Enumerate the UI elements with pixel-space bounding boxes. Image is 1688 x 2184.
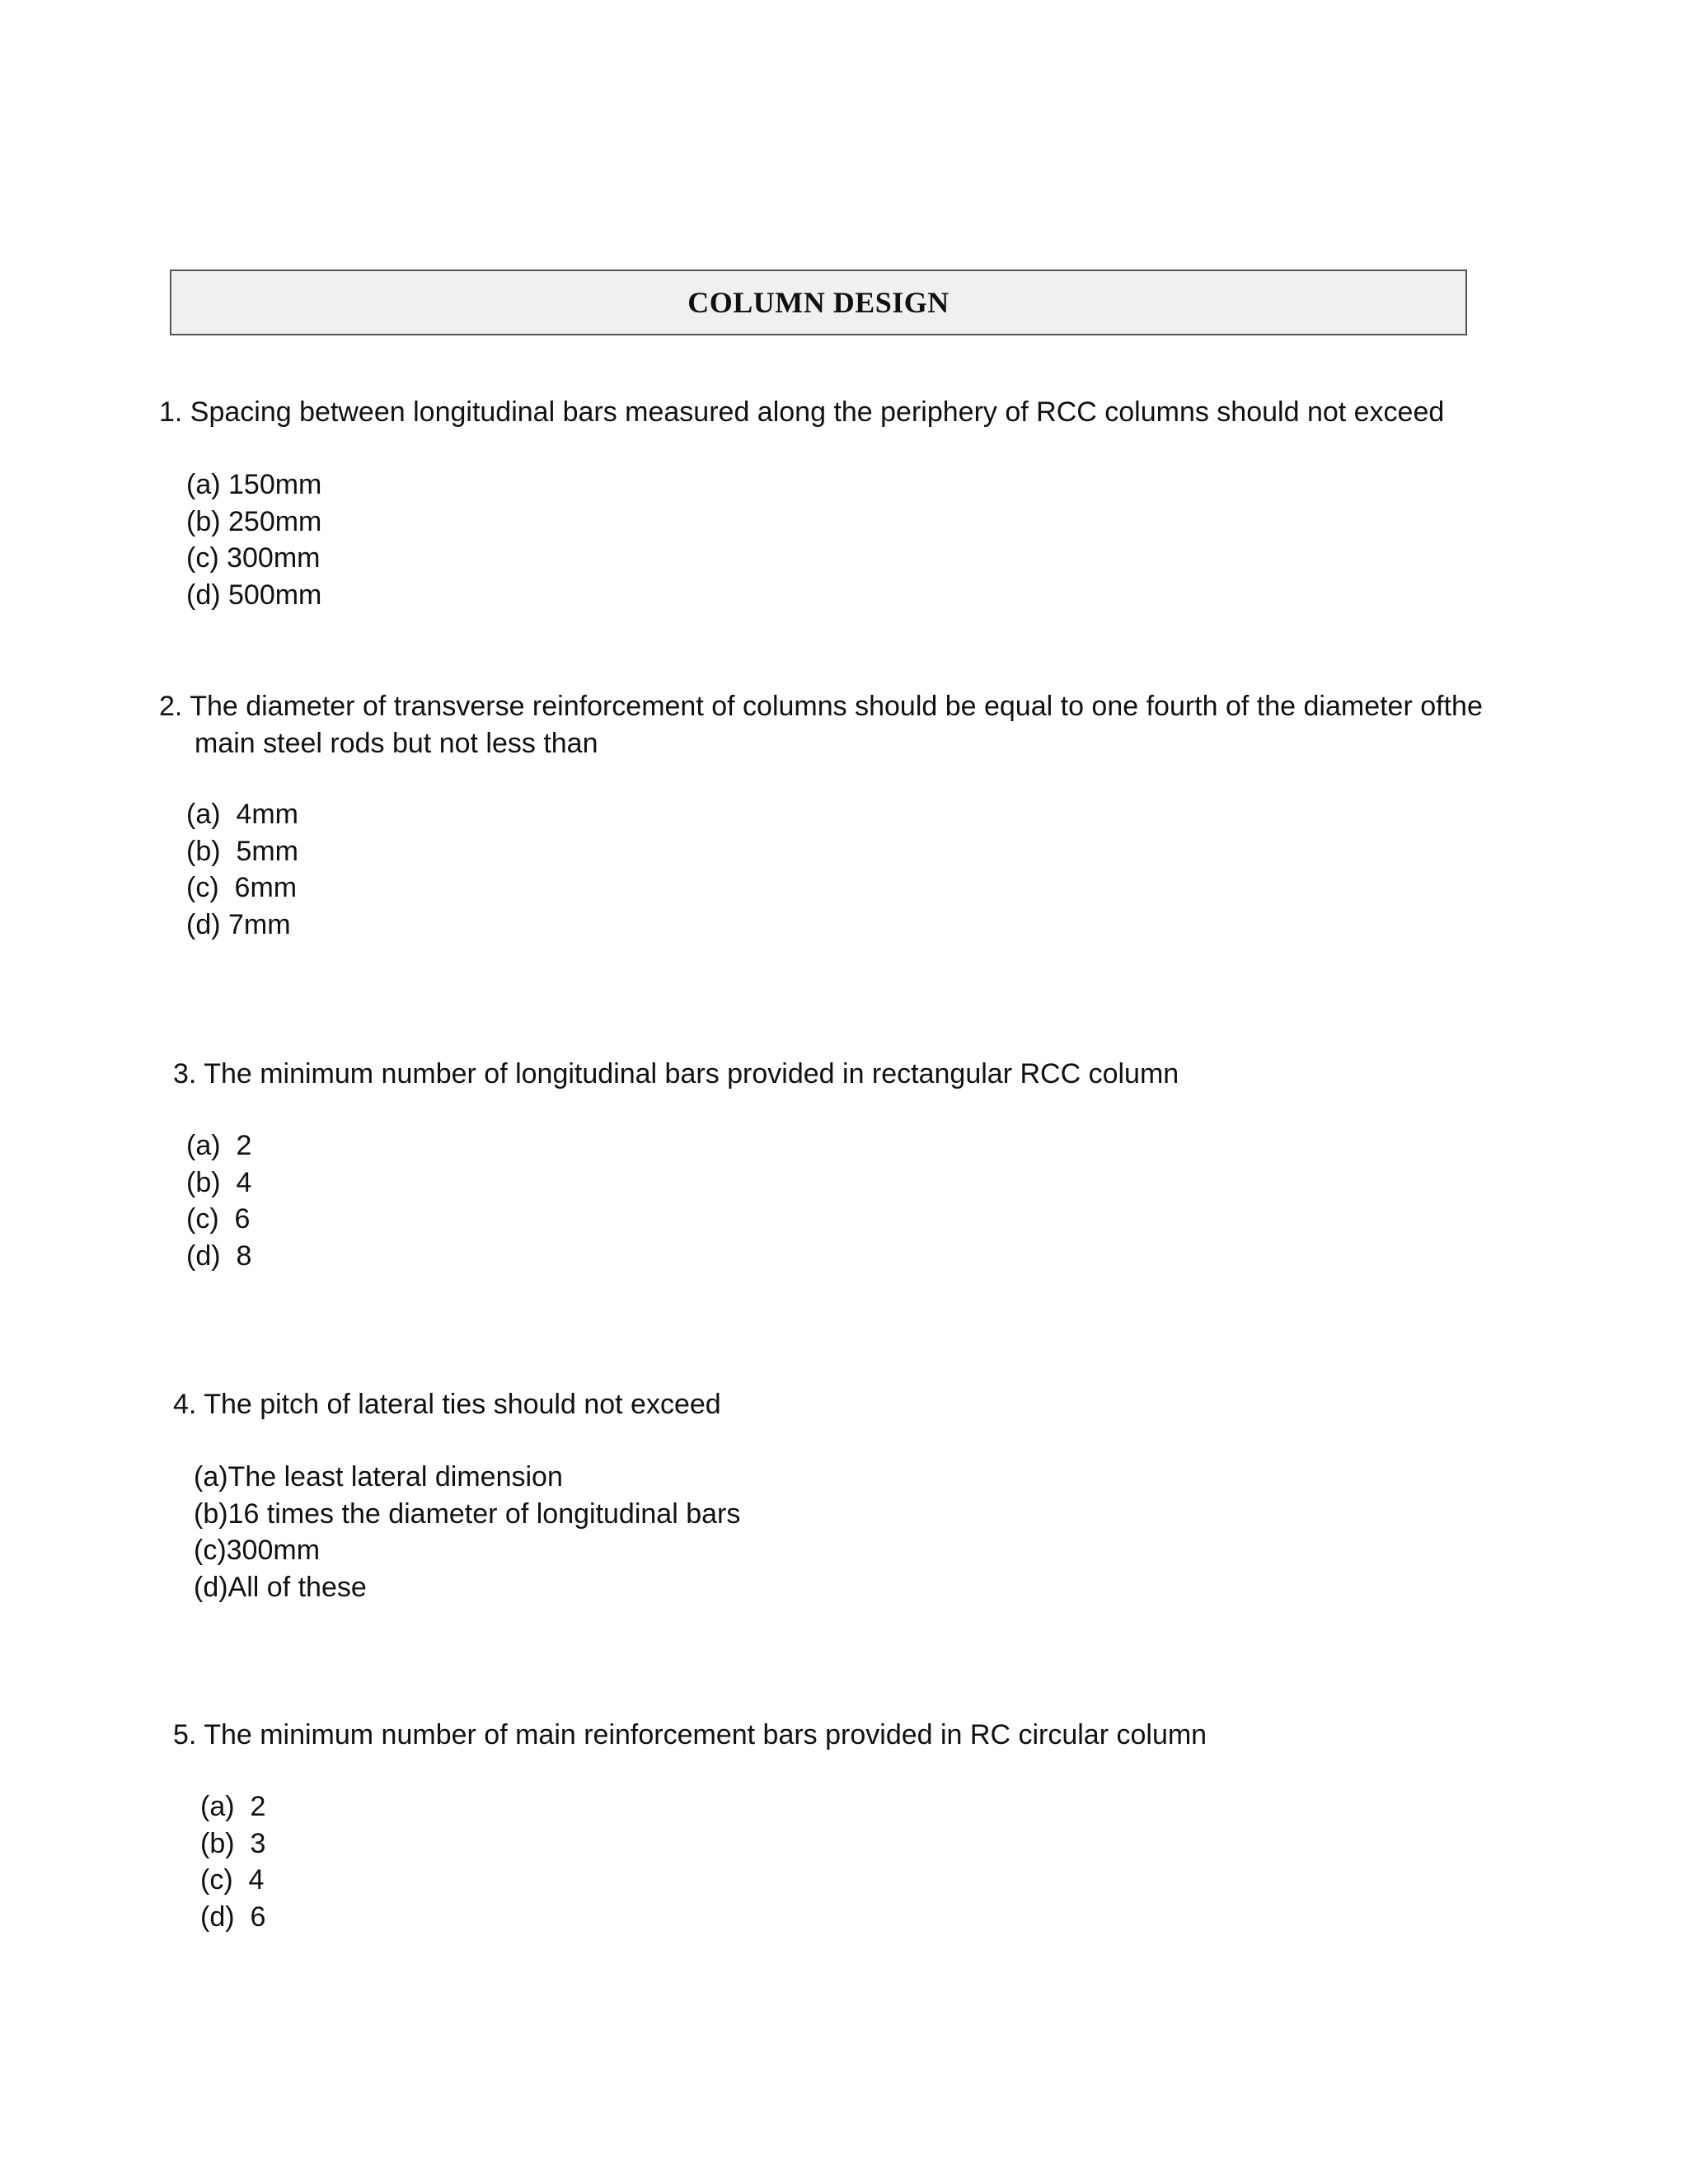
option-5d: (d) 6 (200, 1900, 266, 1933)
option-3d: (d) 8 (186, 1240, 252, 1272)
question-3-stem: 3. The minimum number of longitudinal bars provided in rectangular RCC column (173, 1058, 1179, 1090)
question-5-options (200, 1788, 265, 1935)
option-1a: (a) 150mm (186, 469, 322, 500)
question-2-stem-line1: 2. The diameter of transverse reinforcement of columns should be equal to one fourth of the diameter ofthe (159, 691, 1483, 722)
option-5c: (c) 4 (200, 1864, 265, 1896)
option-3b: (b) 4 (186, 1166, 252, 1198)
question-2-stem-line2: main steel rods but not less than (195, 728, 598, 759)
option-4c: (c)300mm (194, 1535, 321, 1566)
question-5-stem: 5. The minimum number of main reinforcement bars provided in RC circular column (173, 1719, 1207, 1750)
option-2c: (c) 6mm (186, 872, 298, 903)
option-3a: (a) 2 (186, 1130, 252, 1161)
page-title: COLUMN DESIGN (687, 286, 950, 319)
option-1c: (c) 300mm (186, 542, 321, 574)
question-4-stem: 4. The pitch of lateral ties should not exceed (173, 1389, 721, 1420)
option-3c: (c) 6 (186, 1203, 251, 1235)
question-3-options (186, 1127, 251, 1274)
option-4b: (b)16 times the diameter of longitudinal bars (194, 1497, 741, 1530)
option-1b: (b) 250mm (186, 505, 322, 537)
option-2a: (a) 4mm (186, 799, 298, 830)
question-1-stem: 1. Spacing between longitudinal bars measured along the periphery of RCC columns should not exceed (159, 396, 1445, 428)
option-2d: (d) 7mm (186, 908, 291, 940)
option-1d: (d) 500mm (186, 579, 322, 611)
question-4-options (194, 1459, 740, 1605)
question-2-options (186, 796, 298, 943)
title-box (170, 269, 1467, 335)
question-1-options (186, 466, 321, 613)
option-2b: (b) 5mm (186, 835, 298, 867)
option-4d: (d)All of these (194, 1571, 367, 1603)
option-5b: (b) 3 (200, 1827, 266, 1859)
option-4a: (a)The least lateral dimension (194, 1461, 563, 1493)
option-5a: (a) 2 (200, 1791, 266, 1822)
